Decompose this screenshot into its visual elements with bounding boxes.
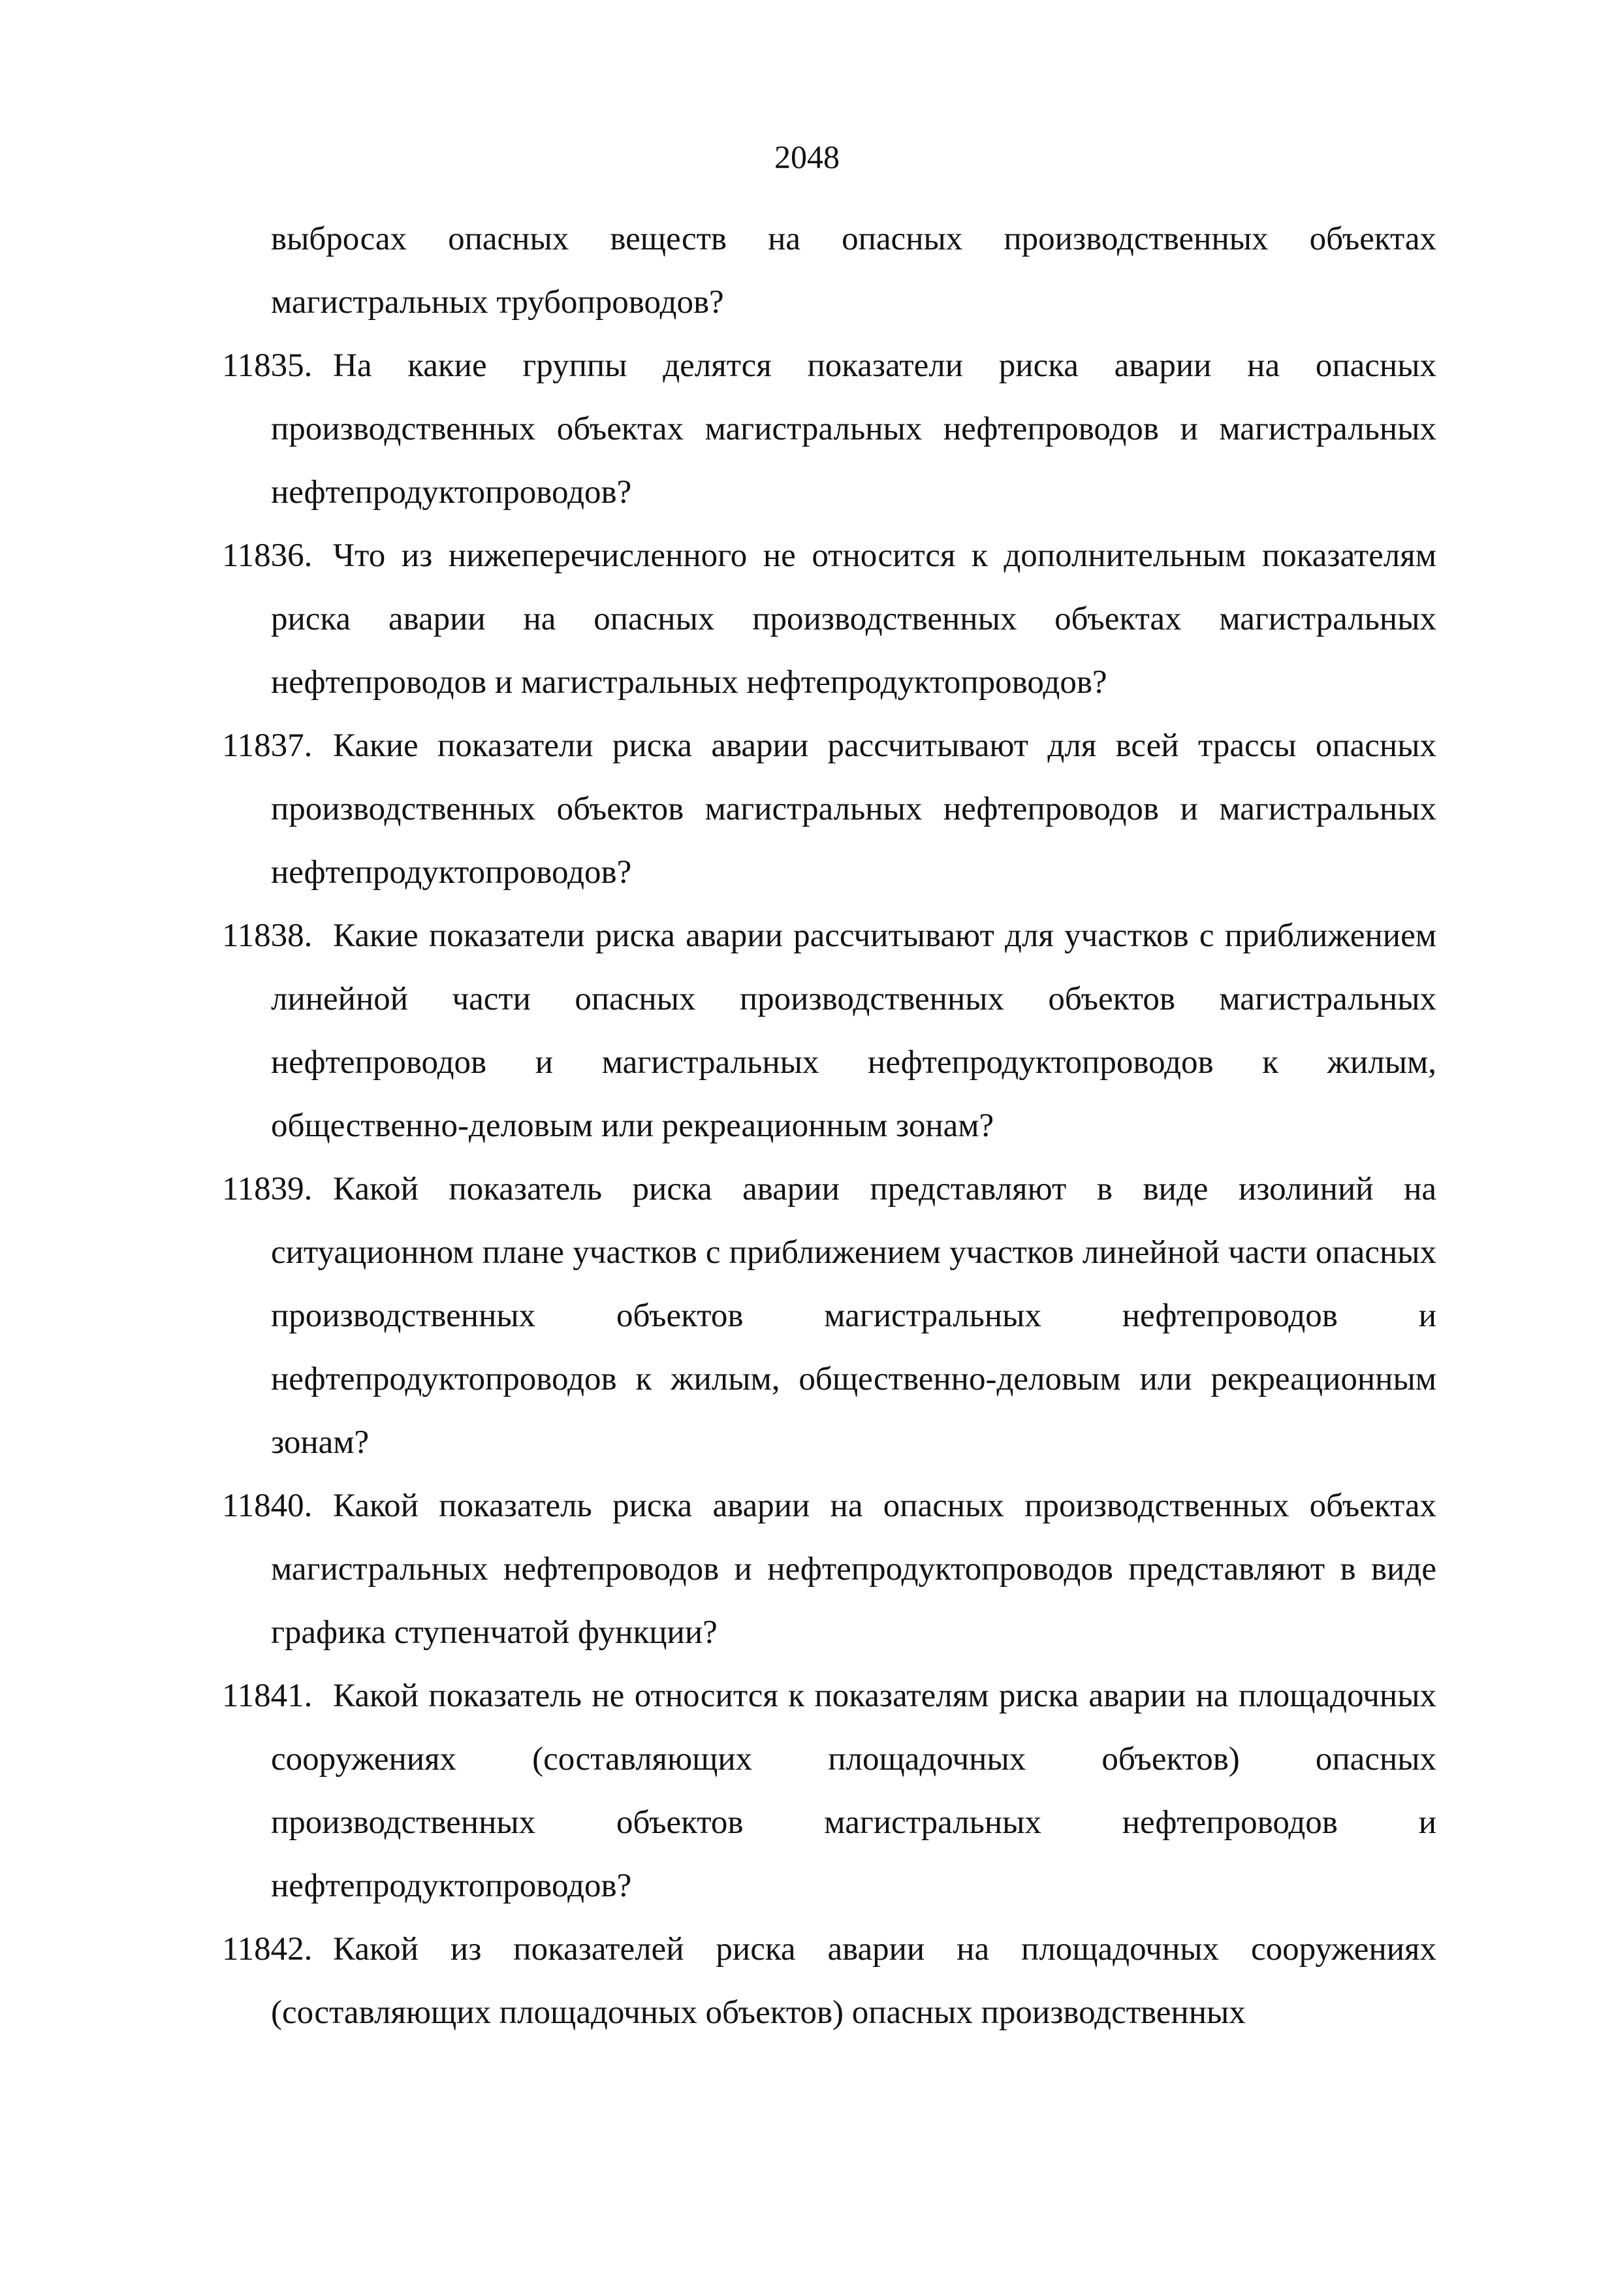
question-text: Что из нижеперечисленного не относится к дополнительным показателям риска аварии на опасных производственных объектах магистральных нефтепроводов и магистральных нефтепродуктопроводов? (271, 537, 1436, 701)
question-11841 (222, 1665, 1436, 1918)
question-11836 (222, 524, 1436, 714)
question-number: 11840. (222, 1488, 313, 1524)
question-11842 (222, 1918, 1436, 2045)
question-number: 11837. (222, 727, 313, 764)
question-number: 11836. (222, 537, 313, 574)
question-text: Какой показатель риска аварии на опасных производственных объектах магистральных нефтепроводов и нефтепродуктопроводов представляют в виде графика ступенчатой функции? (271, 1488, 1436, 1651)
page-number: 2048 (774, 138, 840, 175)
question-text: Какой показатель не относится к показателям риска аварии на площадочных сооружениях (составляющих площадочных объектов) опасных производственных объектов магистральных нефтепроводов и нефтепродуктопроводов? (271, 1678, 1436, 1904)
question-text: Какие показатели риска аварии рассчитывают для всей трассы опасных производственных объектов магистральных нефтепроводов и магистральных нефтепродуктопроводов? (271, 727, 1436, 891)
question-number: 11838. (222, 917, 313, 954)
question-11835 (222, 334, 1436, 524)
question-number: 11839. (222, 1171, 313, 1207)
continuation-text: выбросах опасных веществ на опасных производственных объектах магистральных трубопроводов? (271, 221, 1436, 321)
question-text: Какие показатели риска аварии рассчитывают для участков с приближением линейной части опасных производственных объектов магистральных нефтепроводов и магистральных нефтепродуктопроводов к жилым, общественно-деловым или рекреационным зонам? (271, 917, 1436, 1144)
document-body (222, 208, 1436, 2045)
question-text: Какой показатель риска аварии представляют в виде изолиний на ситуационном плане участков с приближением участков линейной части опасных производственных объектов магистральных нефтепроводов и нефтепродуктопроводов к жилым, общественно-деловым или рекреационным зонам? (271, 1171, 1436, 1461)
question-text: На какие группы делятся показатели риска аварии на опасных производственных объектах магистральных нефтепроводов и магистральных нефтепродуктопроводов? (271, 347, 1436, 511)
question-number: 11835. (222, 347, 313, 384)
question-11840 (222, 1475, 1436, 1665)
question-11838 (222, 904, 1436, 1158)
question-11837 (222, 714, 1436, 904)
question-number: 11842. (222, 1931, 313, 1968)
question-text: Какой из показателей риска аварии на площадочных сооружениях (составляющих площадочных объектов) опасных производственных (271, 1931, 1436, 2031)
question-number: 11841. (222, 1678, 313, 1714)
question-11839 (222, 1158, 1436, 1475)
